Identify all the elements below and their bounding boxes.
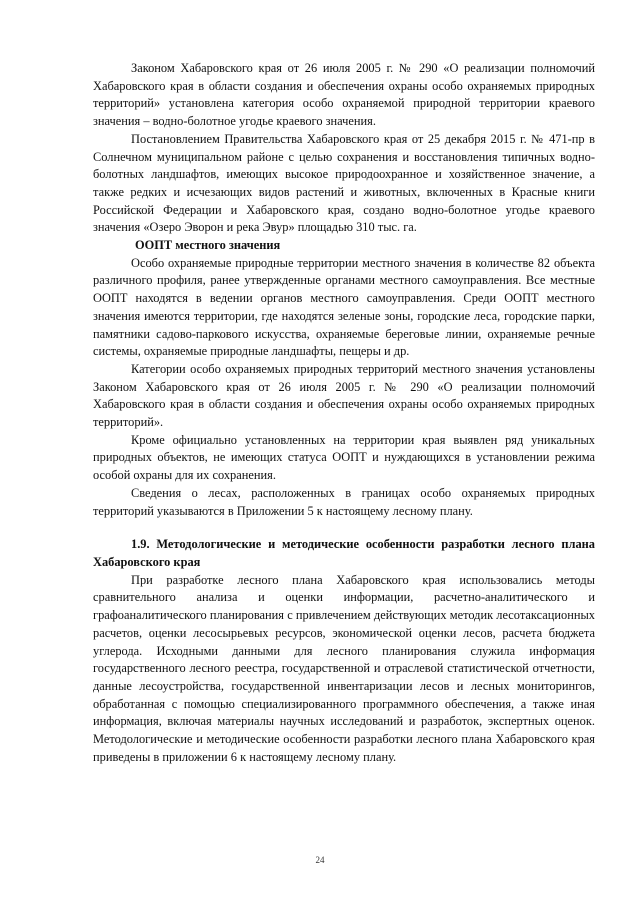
paragraph-local-oopt-count: Особо охраняемые природные территории местного значения в количестве 82 объекта различного профиля, ранее утвержденные органами местного самоуправления. Все местные ООПТ находятся в ведении органов местного самоуправления. Среди ООПТ местного значения имеются территории, где находятся зеленые зоны, городские леса, городские парки, памятники садово-паркового искусства, охраняемые береговые линии, охраняемые речные системы, охраняемые природные ландшафты, пещеры и др. — [93, 255, 595, 359]
paragraph-resolution-471: Постановлением Правительства Хабаровского края от 25 декабря 2015 г. № 471-пр в Солнечном муниципальном районе с целью сохранения и восстановления типичных водно-болотных ландшафтов, имеющих высокое природоохранное и хозяйственное значение, а также редких и исчезающих видов растений и животных, включенных в Красные книги Российской Федерации и Хабаровского края, создано водно-болотное угодье краевого значения «Озеро Эворон и река Эвур» площадью 310 тыс. га. — [93, 131, 595, 235]
paragraph-methodology: При разработке лесного плана Хабаровского края использовались методы сравнительного анализа и оценки информации, расчетно-аналитического и графоаналитического планирования с привлечением действующих методик лесотаксационных расчетов, оценки лесосырьевых ресурсов, экономической оценки лесов, расчета бюджета углерода. Исходными данными для лесного планирования служила информация государственного лесного реестра, государственной и отраслевой статистической отчетности, данные лесоустройства, государственной инвентаризации лесов и лесных мониторингов, обработанная с помощью специализированного программного обеспечения, а также иная информация, включая материалы научных исследований и разработок, экспертных оценок. Методологические и методические особенности разработки лесного плана Хабаровского края приведены в приложении 6 к настоящему лесному плану. — [93, 572, 595, 764]
document-body — [93, 60, 595, 766]
paragraph-law-290: Законом Хабаровского края от 26 июля 2005 г. № 290 «О реализации полномочий Хабаровского края в области создания и обеспечения охраны особо охраняемых природных территорий» установлена категория особо охраняемой природной территории краевого значения – водно-болотное угодье краевого значения. — [93, 61, 595, 129]
paragraph-unique-objects: Кроме официально установленных на территории края выявлен ряд уникальных природных объектов, не имеющих статуса ООПТ и нуждающихся в установлении режима особой охраны для их сохранения. — [93, 432, 595, 483]
page-number: 24 — [315, 855, 325, 865]
paragraph-appendix-5: Сведения о лесах, расположенных в границах особо охраняемых природных территорий указываются в Приложении 5 к настоящему лесному плану. — [93, 485, 595, 518]
section-heading-1-9: 1.9. Методологические и методические особенности разработки лесного плана Хабаровского края — [93, 537, 595, 569]
subheading-local-oopt: ООПТ местного значения — [135, 238, 281, 253]
paragraph-local-oopt-categories: Категории особо охраняемых природных территорий местного значения установлены Законом Хабаровского края от 26 июля 2005 г. № 290 «О реализации полномочий Хабаровского края в области создания и обеспечения охраны особо охраняемых природных территорий». — [93, 361, 595, 430]
